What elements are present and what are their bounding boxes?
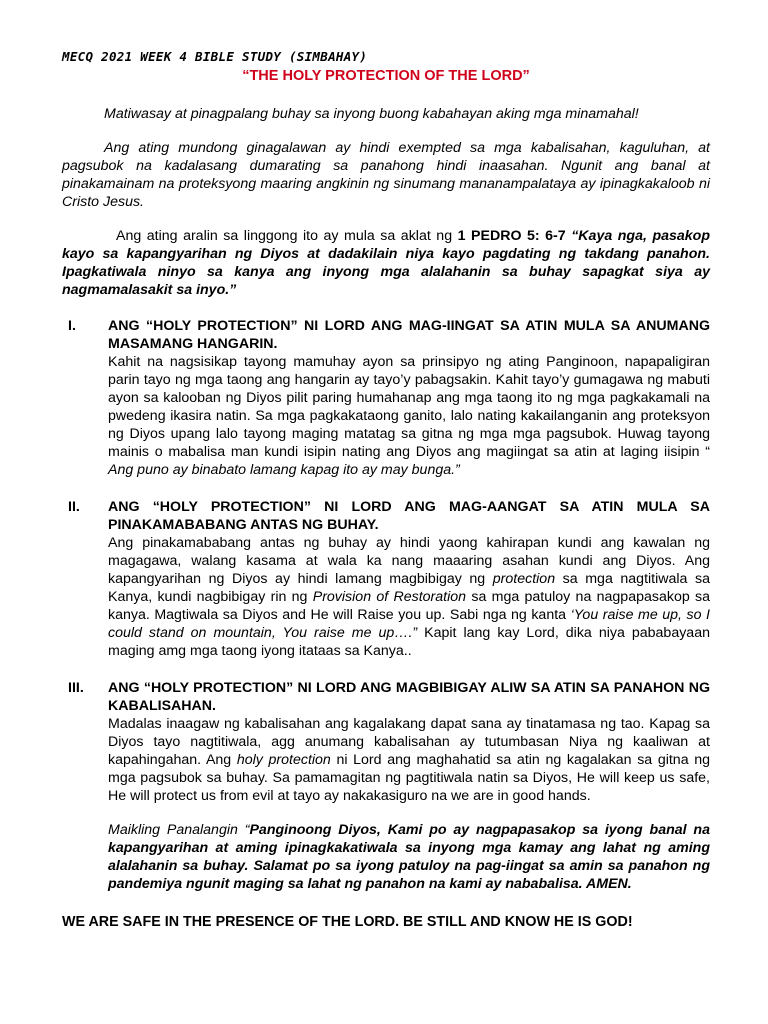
prayer-text: Panginoong Diyos, Kami po ay nagpapasakop sa iyong banal na kapangyarihan at aming ipinagkakatiwala sa inyong mga kamay ang lahat ng aming alalahanin sa buhay. Salamat po sa iyong patuloy na pag-iingat sa amin sa panahon ng pandemiya ngunit maging sa lahat ng panahon na kami ay nababalisa. AMEN. xyxy=(108,822,710,892)
section-text: Ang pinakamababang antas ng buhay ay hindi yaong kahirapan kundi ang kawalan ng magagawa, walang kasama at wala ka nang maaaring asahan kundi ang Diyos. Ang kapangyarihan ng Diyos ay hindi lamang magbibigay ng xyxy=(108,535,710,587)
section-body xyxy=(108,353,710,479)
section-heading: ANG “HOLY PROTECTION” NI LORD ANG MAG-IINGAT SA ATIN MULA SA ANUMANG MASAMANG HANGARIN. xyxy=(108,318,710,352)
section-text: Kahit na nagsisikap tayong mamuhay ayon sa prinsipyo ng ating Panginoon, napapaligiran parin tayo ng mga taong ang hangarin ay tayo’y pabagsakin. Kahit tayo’y gumagawa ng mabuti ayon sa kalooban ng Diyos pilit paring humahanap ang mga taong ito ng mga pagkakamali na pwedeng ikasira natin. Sa mga pagkakataong ganito, lalo nating kakailanganin ang proteksyon ng Diyos upang lalo tayong maging matatag sa gitna ng mga mga pagsubok. Huwag tayong mainis o mabalisa man kundi isipin nating ang Diyos ang magiingat sa atin at laging iisipin “ xyxy=(108,354,710,460)
section-text: sa mga nagtitiwala sa Kanya, kundi nagbibigay rin ng xyxy=(108,571,711,605)
lesson-lead: Ang ating aralin sa linggong ito ay mula sa aklat ng xyxy=(116,228,458,244)
section-body xyxy=(108,715,710,805)
section-italic: Provision of Restoration xyxy=(312,589,467,605)
section-numeral: III. xyxy=(68,680,84,696)
section-text: Kapit lang kay Lord, dika niya pababayaan maging amg mga taong iyong itataas sa Kanya.. xyxy=(108,625,710,659)
section-numeral: II. xyxy=(68,499,80,515)
scripture-verse: “Kaya nga, pasakop kayo sa kapangyarihan ng Diyos at dadakilain niya kayo pagdating ng takdang panahon. Ipagkatiwala ninyo sa kanya ang inyong mga alalahanin sa buhay sapagkat siya ay nagmamalasakit sa inyo.” xyxy=(62,228,711,298)
prayer xyxy=(108,821,710,893)
document-title: “THE HOLY PROTECTION OF THE LORD” xyxy=(242,68,530,84)
section-heading: ANG “HOLY PROTECTION” NI LORD ANG MAG-AANGAT SA ATIN MULA SA PINAKAMABABANG ANTAS NG BUHAY. xyxy=(108,499,710,533)
scripture-reference: 1 PEDRO 5: 6-7 xyxy=(457,228,566,244)
section-1 xyxy=(62,317,710,479)
section-2 xyxy=(62,498,710,660)
section-heading: ANG “HOLY PROTECTION” NI LORD ANG MAGBIBIGAY ALIW SA ATIN SA PANAHON NG KABALISAHAN. xyxy=(108,680,710,714)
section-italic: protection xyxy=(492,571,556,587)
lesson-paragraph xyxy=(62,227,710,299)
section-italic: holy protection xyxy=(236,752,331,768)
prayer-lead: Maikling Panalangin “ xyxy=(108,822,250,838)
section-3 xyxy=(62,679,710,893)
section-body xyxy=(108,534,710,660)
section-numeral: I. xyxy=(68,318,76,334)
section-text: sa mga patuloy na nagpapasakop sa kanya. Magtiwala sa Diyos and He will Raise you up. Sabi nga ng kanta xyxy=(108,589,711,623)
section-text: Madalas inaagaw ng kabalisahan ang kagalakang dapat sana ay tinatamasa ng tao. Kapag sa Diyos tayo nagtitiwala, agg anumang kabalisahan ay tutumbasan Niya ng kaaliwan at kapahingahan. Ang xyxy=(108,716,710,768)
document-header: MECQ 2021 WEEK 4 BIBLE STUDY (SIMBAHAY) xyxy=(62,49,368,64)
song-quote: ‘You raise me up, so I could stand on mountain, You raise me up….” xyxy=(108,607,711,641)
section-text: ni Lord ang maghahatid sa atin ng kagalakan sa gitna ng mga pagsubok sa buhay. Sa pamamagitan ng pagtitiwala natin sa Diyos, He will keep us safe, He will protect us from evil at tayo ay nakakasiguro na we are in good hands. xyxy=(108,752,711,804)
closing-statement: WE ARE SAFE IN THE PRESENCE OF THE LORD. BE STILL AND KNOW HE IS GOD! xyxy=(62,914,633,930)
section-quote: Ang puno ay binabato lamang kapag ito ay may bunga.” xyxy=(108,462,460,478)
greeting: Matiwasay at pinagpalang buhay sa inyong buong kabahayan aking mga minamahal! xyxy=(104,106,639,122)
intro-paragraph: Ang ating mundong ginagalawan ay hindi exempted sa mga kabalisahan, kaguluhan, at pagsubok na kadalasang dumarating sa panahong hindi inaasahan. Ngunit ang banal at pinakamainam na proteksyong maaring angkinin ng sinumang mananampalataya ay ipinagkakaloob ni Cristo Jesus. xyxy=(62,140,710,210)
